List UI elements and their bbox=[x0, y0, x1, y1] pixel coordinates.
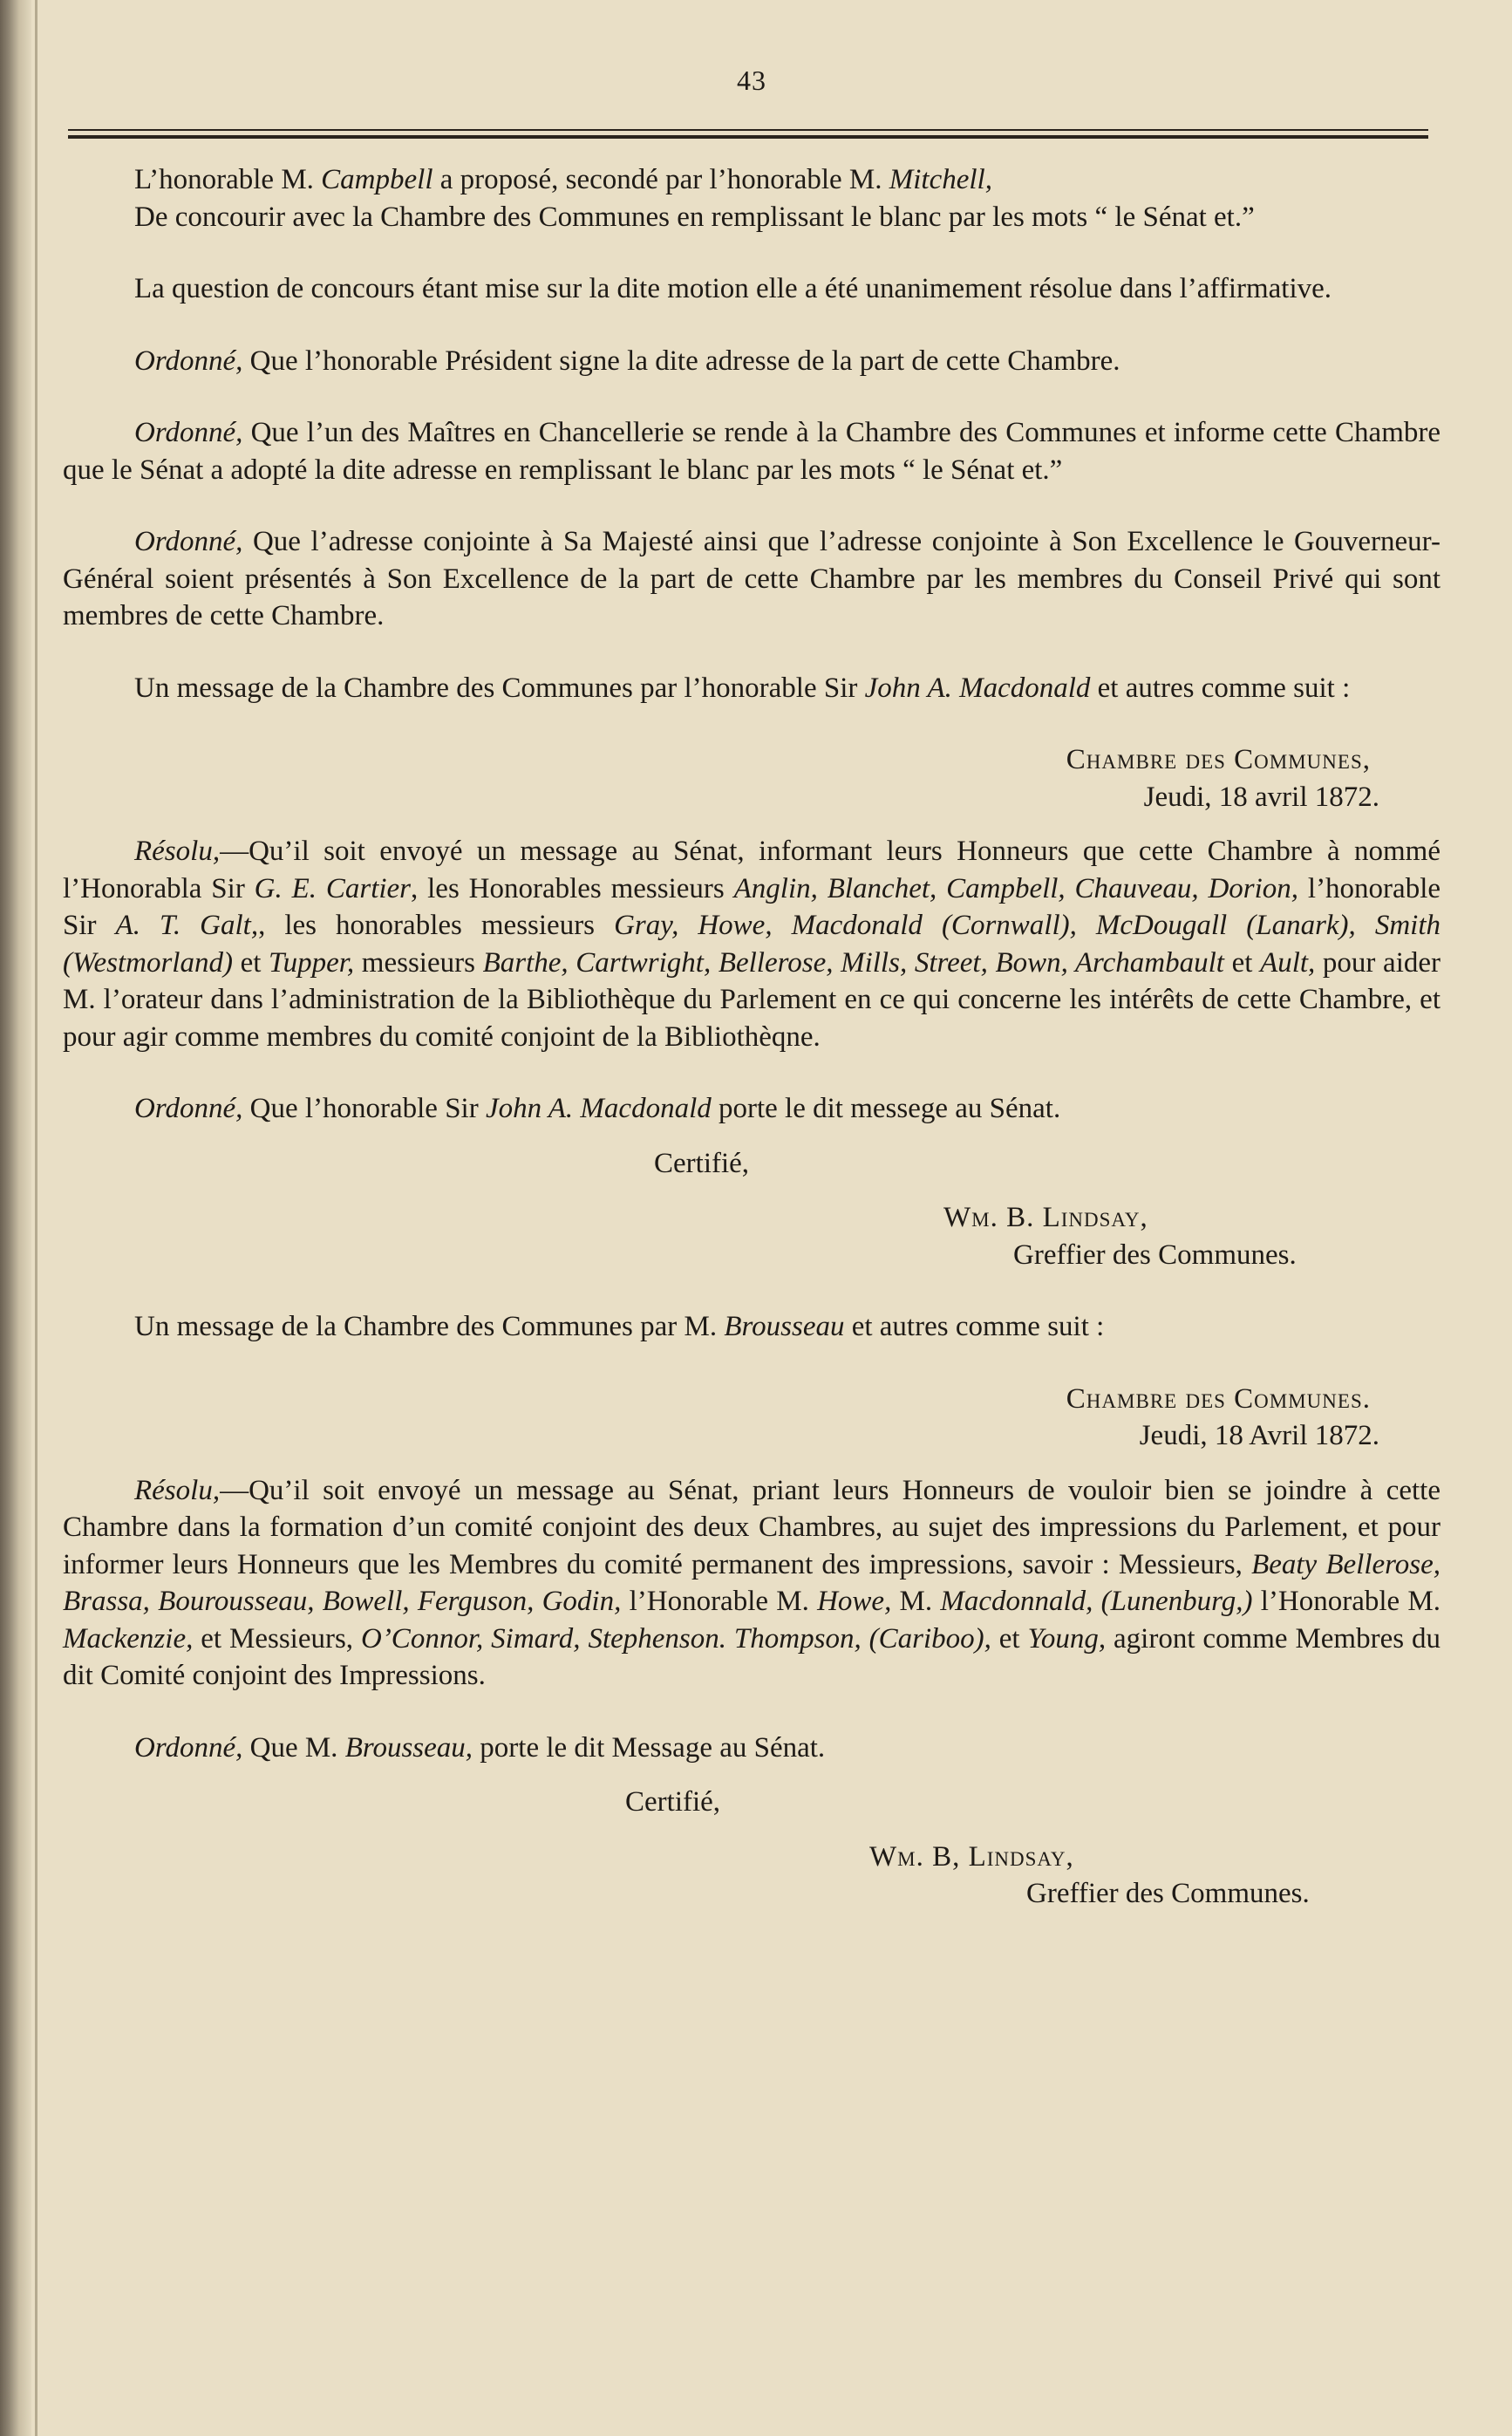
header-rule-thick bbox=[68, 135, 1428, 139]
page-number: 43 bbox=[737, 65, 766, 96]
message2-resolution: Résolu,—Qu’il soit envoyé un message au Sénat, priant leurs Honneurs de vouloir bien se joindre à cette Chambre dans la formation d’un comité conjoint des deux Chambres, au sujet des impressions du Parlement, et pour informer leurs Honneurs que les Membres du comité permanent des impressions, savoir : Messieurs, Beaty Bellerose, Brassa, Bourousseau, Bowell, Ferguson, Godin, l’Honorable M. Howe, M. Macdonnald, (Lunenburg,) l’Honorable M. Mackenzie, et Messieurs, O’Connor, Simard, Stephenson. Thompson, (Cariboo), et Young, agiront comme Membres du dit Comité conjoint des Impressions. bbox=[63, 1474, 1440, 1691]
journal-page bbox=[63, 52, 1440, 1913]
paragraph-ordonne-adresse: Ordonné, Que l’adresse conjointe à Sa Majesté ainsi que l’adresse conjointe à Son Excellence le Gouverneur-Général soient présentés à Son Excellence de la part de cette Chambre par les membres du Conseil Privé qui sont membres de cette Chambre. bbox=[63, 526, 1440, 631]
message1-resolution: Résolu,—Qu’il soit envoyé un message au Sénat, informant leurs Honneurs que cette Chambre à nommé l’Honorabla Sir G. E. Cartier, les Honorables messieurs Anglin, Blanchet, Campbell, Chauveau, Dorion, l’honorable Sir A. T. Galt,, les honorables messieurs Gray, Howe, Macdonald (Cornwall), McDougall (Lanark), Smith (Westmorland) et Tupper, messieurs Barthe, Cartwright, Bellerose, Mills, Street, Bown, Archambault et Ault, pour aider M. l’orateur dans l’administration de la Bibliothèque du Parlement en ce qui concerne les intérêts de cette Chambre, et pour agir comme membres du comité conjoint de la Bibliothèqne. bbox=[63, 836, 1441, 1053]
message2-signer-title: Greffier des Communes. bbox=[1026, 1878, 1310, 1909]
message1-signer-title: Greffier des Communes. bbox=[1013, 1238, 1297, 1271]
message1-house: Chambre des Communes, bbox=[1066, 744, 1371, 775]
paragraph-concourir: De concourir avec la Chambre des Communes en remplissant le blanc par les mots “ le Sénat et.” bbox=[134, 201, 1255, 233]
page-body bbox=[63, 161, 1440, 1913]
message1-signer: Wm. B. Lindsay, bbox=[943, 1202, 1148, 1233]
paragraph-motion: L’honorable M. Campbell a proposé, secondé par l’honorable M. Mitchell, bbox=[134, 164, 992, 195]
message2-date: Jeudi, 18 Avril 1872. bbox=[1139, 1420, 1379, 1451]
message2-house: Chambre des Communes. bbox=[1066, 1382, 1371, 1415]
header-rule-thin bbox=[68, 129, 1428, 131]
paragraph-question: La question de concours étant mise sur la dite motion elle a été unanimement résolue dans l’affirmative. bbox=[134, 273, 1332, 304]
message1-ordonne: Ordonné, Que l’honorable Sir John A. Macdonald porte le dit messege au Sénat. bbox=[134, 1093, 1061, 1124]
message2-ordonne: Ordonné, Que M. Brousseau, porte le dit Message au Sénat. bbox=[134, 1731, 826, 1764]
page-edge-line bbox=[35, 0, 37, 2436]
message2-signer: Wm. B, Lindsay, bbox=[869, 1840, 1074, 1873]
message2-certifie: Certifié, bbox=[625, 1786, 721, 1818]
message1-date: Jeudi, 18 avril 1872. bbox=[1143, 781, 1379, 813]
name-mitchell: Mitchell, bbox=[889, 164, 992, 195]
paragraph-message-intro-2: Un message de la Chambre des Communes par M. Brousseau et autres comme suit : bbox=[134, 1311, 1105, 1342]
paragraph-message-intro-1: Un message de la Chambre des Communes par l’honorable Sir John A. Macdonald et autres comme suit : bbox=[134, 672, 1351, 704]
message1-certifie: Certifié, bbox=[654, 1147, 750, 1179]
book-spine-shadow bbox=[0, 0, 31, 2436]
name-campbell: Campbell bbox=[321, 164, 433, 195]
paragraph-ordonne-maitres: Ordonné, Que l’un des Maîtres en Chancellerie se rende à la Chambre des Communes et informe cette Chambre que le Sénat a adopté la dite adresse en remplissant le blanc par les mots “ le Sénat et.” bbox=[63, 417, 1440, 486]
paragraph-ordonne-president: Ordonné, Que l’honorable Président signe la dite adresse de la part de cette Chambre. bbox=[134, 345, 1120, 377]
